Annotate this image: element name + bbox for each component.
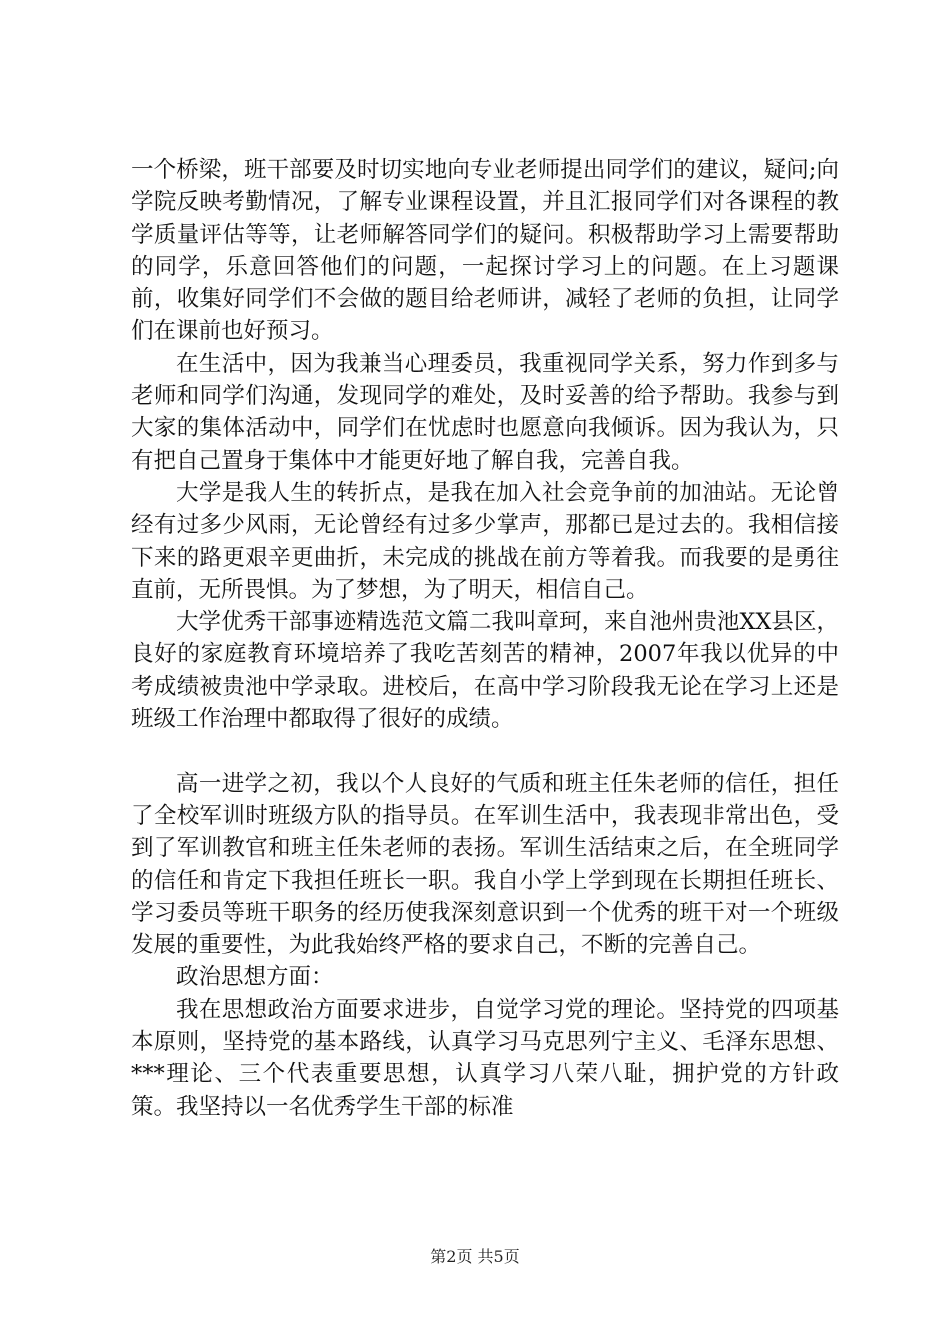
- document-body: [131, 154, 839, 1123]
- page-number-footer: 第2页 共5页: [430, 1247, 520, 1266]
- paragraph: 在生活中，因为我兼当心理委员，我重视同学关系，努力作到多与老师和同学们沟通，发现同学的难处，及时妥善的给予帮助。我参与到大家的集体活动中，同学们在忧虑时也愿意向我倾诉。因为我认为，只有把自己置身于集体中才能更好地了解自我，完善自我。: [131, 350, 839, 474]
- paragraph: 高一进学之初，我以个人良好的气质和班主任朱老师的信任，担任了全校军训时班级方队的指导员。在军训生活中，我表现非常出色，受到了军训教官和班主任朱老师的表扬。军训生活结束之后，在全班同学的信任和肯定下我担任班长一职。我自小学上学到现在长期担任班长、学习委员等班干职务的经历使我深刻意识到一个优秀的班干对一个班级发展的重要性，为此我始终严格的要求自己，不断的完善自己。: [131, 770, 839, 959]
- paragraph: 一个桥梁，班干部要及时切实地向专业老师提出同学们的建议，疑问;向学院反映考勤情况，了解专业课程设置，并且汇报同学们对各课程的教学质量评估等等，让老师解答同学们的疑问。积极帮助学习上需要帮助的同学，乐意回答他们的问题，一起探讨学习上的问题。在上习题课前，收集好同学们不会做的题目给老师讲，减轻了老师的负担，让同学们在课前也好预习。: [131, 157, 839, 345]
- blank-line: [131, 735, 839, 767]
- paragraph: 我在思想政治方面要求进步，自觉学习党的理论。坚持党的四项基本原则，坚持党的基本路线，认真学习马克思列宁主义、毛泽东思想、***理论、三个代表重要思想，认真学习八荣八耻，拥护党的方针政策。我坚持以一名优秀学生干部的标准: [131, 996, 839, 1120]
- paragraph: 大学优秀干部事迹精选范文篇二我叫章珂，来自池州贵池XX县区，良好的家庭教育环境培养了我吃苦刻苦的精神，2007年我以优异的中考成绩被贵池中学录取。进校后，在高中学习阶段我无论在学习上还是班级工作治理中都取得了很好的成绩。: [131, 609, 839, 733]
- section-heading: 政治思想方面：: [176, 964, 334, 991]
- paragraph: 大学是我人生的转折点，是我在加入社会竞争前的加油站。无论曾经有过多少风雨，无论曾经有过多少掌声，那都已是过去的。我相信接下来的路更艰辛更曲折，未完成的挑战在前方等着我。而我要的是勇往直前，无所畏惧。为了梦想，为了明天，相信自己。: [131, 479, 839, 603]
